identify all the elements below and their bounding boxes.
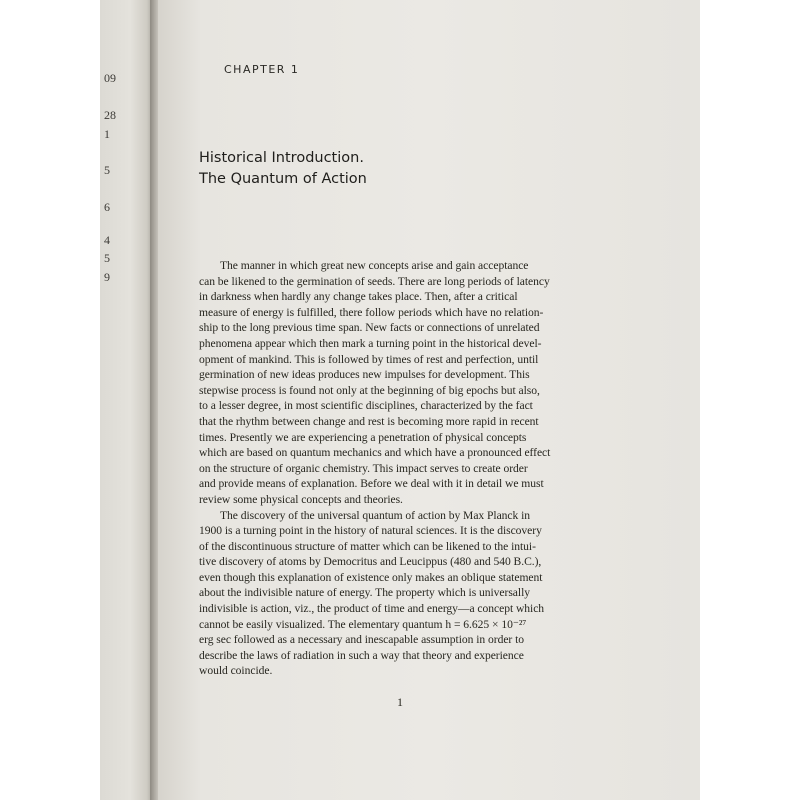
text-line: cannot be easily visualized. The elementary quantum h = 6.625 × 10⁻²⁷ [199, 617, 527, 631]
text-line: indivisible is action, viz., the product of time and energy—a concept which [199, 602, 545, 616]
text-line: tive discovery of atoms by Democritus and Leucippus (480 and 540 B.C.), [199, 555, 542, 569]
left-page-number: 6 [104, 200, 110, 214]
text-line: measure of energy is fulfilled, there follow periods which have no relation- [199, 305, 544, 319]
text-line: even though this explanation of existence only makes an oblique statement [199, 570, 543, 584]
text-line: describe the laws of radiation in such a way that theory and experience [199, 648, 524, 662]
text-line: phenomena appear which then mark a turning point in the historical devel- [199, 336, 542, 350]
paragraph1 [199, 258, 627, 508]
text-line: stepwise process is found not only at the beginning of big epochs but also, [199, 383, 540, 397]
text-line: of the discontinuous structure of matter which can be likened to the intui- [199, 539, 536, 553]
text-line: that the rhythm between change and rest is becoming more rapid in recent [199, 414, 539, 428]
left-page-number: 5 [104, 163, 110, 177]
text-line: times. Presently we are experiencing a penetration of physical concepts [199, 430, 527, 444]
text-line: which are based on quantum mechanics and which have a pronounced effect [199, 446, 551, 460]
title-line-1: Historical Introduction. [199, 150, 364, 166]
text-line: can be likened to the germination of seeds. There are long periods of latency [199, 274, 550, 288]
chapter-title [199, 148, 367, 190]
left-page-number: 4 [104, 233, 110, 247]
text-line: in darkness when hardly any change takes place. Then, after a critical [199, 290, 518, 304]
left-page-number: 5 [104, 251, 110, 265]
left-page-number: 09 [104, 71, 116, 85]
title-line-2: The Quantum of Action [199, 171, 367, 187]
background-margin [700, 0, 800, 800]
text-line: about the indivisible nature of energy. The property which is universally [199, 586, 530, 600]
text-line: germination of new ideas produces new impulses for development. This [199, 368, 530, 382]
chapter-label: CHAPTER 1 [224, 63, 300, 76]
paragraph2 [199, 508, 627, 680]
body-text [199, 258, 627, 679]
left-page-numbers [104, 0, 134, 800]
text-line: opment of mankind. This is followed by times of rest and perfection, until [199, 352, 539, 366]
page-number: 1 [397, 695, 403, 709]
left-page-number: 9 [104, 270, 110, 284]
text-line: The discovery of the universal quantum of action by Max Planck in [220, 508, 531, 522]
text-line: erg sec followed as a necessary and inescapable assumption in order to [199, 633, 524, 647]
text-line: The manner in which great new concepts arise and gain acceptance [220, 259, 529, 272]
text-line: to a lesser degree, in most scientific disciplines, characterized by the fact [199, 399, 533, 413]
text-line: review some physical concepts and theories. [199, 492, 403, 506]
text-line: on the structure of organic chemistry. This impact serves to create order [199, 461, 528, 475]
text-line: 1900 is a turning point in the history of natural sciences. It is the discovery [199, 524, 542, 538]
left-page-number: 1 [104, 127, 110, 141]
text-line: would coincide. [199, 664, 273, 678]
text-line: and provide means of explanation. Before we deal with it in detail we must [199, 477, 544, 491]
text-line: ship to the long previous time span. New facts or connections of unrelated [199, 321, 540, 335]
left-page-number: 28 [104, 108, 116, 122]
